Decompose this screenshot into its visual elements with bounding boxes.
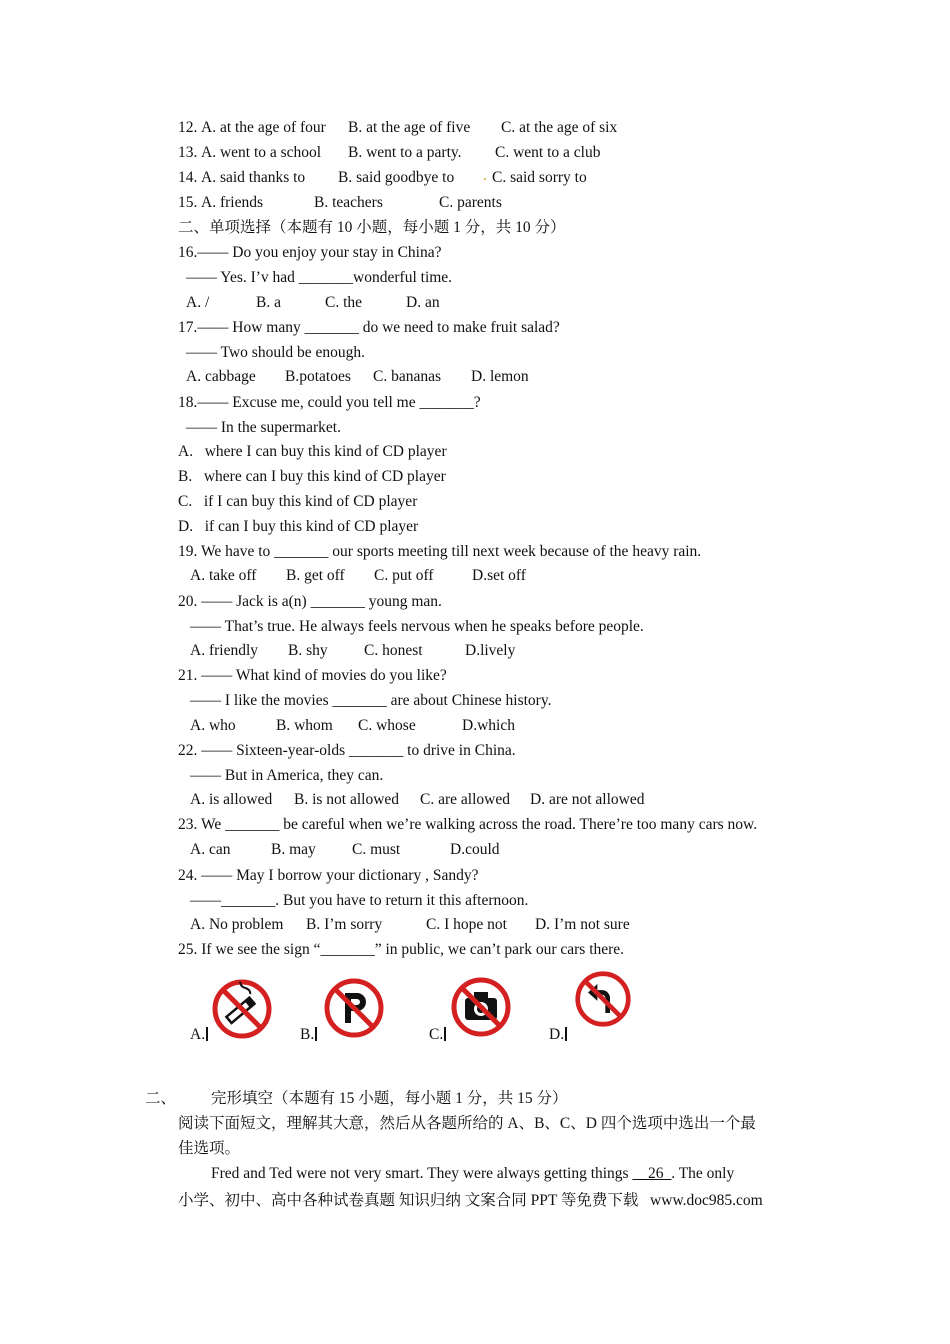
option-d: D.could [450,841,500,858]
question-reply: ——_______. But you have to return it this afternoon. [190,892,529,909]
question-stem: 16.—— Do you enjoy your stay in China? [178,244,442,261]
section-heading: 二、单项选择（本题有 10 小题，每小题 1 分，共 10 分） [178,219,566,236]
option-a: A. at the age of four [201,119,326,136]
option-d: D.set off [472,567,526,584]
option-b: B. teachers [314,194,383,211]
option-a-label: A. [190,1025,208,1045]
option-d: D. are not allowed [530,791,645,808]
question-number: 15. [178,194,198,211]
option-b: B. at the age of five [348,119,471,136]
option-b: B. a [256,294,281,311]
option-b: B. said goodbye to [338,169,455,186]
option-d: D.which [462,717,515,734]
option-d-label: D. [549,1025,567,1045]
section-number: 二、 [145,1090,177,1107]
option-b-label: B. [300,1025,317,1045]
question-stem: 19. We have to _______ our sports meeting till next week because of the heavy rain. [178,543,702,560]
question-number: 13. [178,144,198,161]
option-a: A. went to a school [201,144,322,161]
instruction-line-2: 佳选项。 [178,1140,241,1157]
question-stem: 18.—— Excuse me, could you tell me _______? [178,394,481,411]
option-a: A. friendly [190,642,259,659]
question-stem: 24. —— May I borrow your dictionary , Sandy? [178,867,479,884]
option-c: C. put off [374,567,434,584]
option-a: A. cabbage [186,368,256,385]
option-a: A. friends [201,194,263,211]
question-number: 14. [178,169,198,186]
option-c-label: C. [429,1025,446,1045]
option-b: B. went to a party. [348,144,462,161]
option-d: D. lemon [471,368,529,385]
option-c: C. must [352,841,401,858]
option-d: D.lively [465,642,516,659]
option-a: A. said thanks to [201,169,306,186]
option-b: B. where can I buy this kind of CD player [178,468,446,485]
question-number: 12. [178,119,198,136]
question-stem: 17.—— How many _______ do we need to make fruit salad? [178,319,560,336]
option-b: B. shy [288,642,328,659]
option-c: C. whose [358,717,416,734]
no-left-turn-sign-icon [574,970,632,1028]
option-c: C. honest [364,642,423,659]
question-reply: —— But in America, they can. [190,767,384,784]
option-d: D. if can I buy this kind of CD player [178,518,419,535]
option-c: C. if I can buy this kind of CD player [178,493,418,510]
question-stem: 20. —— Jack is a(n) _______ young man. [178,593,442,610]
section-heading: 完形填空（本题有 15 小题，每小题 1 分，共 15 分） [211,1090,568,1107]
option-a: A. take off [190,567,257,584]
question-reply: —— Two should be enough. [186,344,366,361]
option-a: A. where I can buy this kind of CD player [178,443,447,460]
option-b: B. I’m sorry [306,916,383,933]
option-c: C. at the age of six [501,119,618,136]
question-stem: 23. We _______ be careful when we’re walking across the road. There’re too many cars now. [178,816,758,833]
question-reply: —— Yes. I’v had _______wonderful time. [186,269,453,286]
question-reply: —— In the supermarket. [186,419,341,436]
no-smoking-sign-icon [211,978,273,1040]
option-c: C. the [325,294,363,311]
question-stem: 25. If we see the sign “_______” in public, we can’t park our cars there. [178,941,625,958]
option-c: C. are allowed [420,791,510,808]
no-photography-sign-icon [450,976,512,1038]
option-d: D. an [406,294,440,311]
option-b: B. may [271,841,316,858]
option-a: A. No problem [190,916,284,933]
no-parking-sign-icon [323,977,385,1039]
option-b: B. whom [276,717,333,734]
option-c: C. I hope not [426,916,507,933]
question-reply: —— That’s true. He always feels nervous when he speaks before people. [190,618,644,635]
blank-26: __26_ [632,1165,672,1182]
option-a: A. who [190,717,236,734]
question-reply: —— I like the movies _______ are about Chinese history. [190,692,552,709]
option-a: A. / [186,294,210,311]
question-stem: 21. —— What kind of movies do you like? [178,667,447,684]
option-c: C. bananas [373,368,442,385]
option-c: C. said sorry to [492,169,587,186]
option-b: B.potatoes [285,368,351,385]
option-a: A. is allowed [190,791,273,808]
option-d: D. I’m not sure [535,916,630,933]
instruction-line-1: 阅读下面短文，理解其大意，然后从各题所给的 A、B、C、D 四个选项中选出一个最 [178,1115,756,1132]
option-b: B. get off [286,567,345,584]
option-c: C. went to a club [495,144,601,161]
passage-line: Fred and Ted were not very smart. They were always getting things __26_. The only [211,1165,735,1182]
footer-text: 小学、初中、高中各种试卷真题 知识归纳 文案合同 PPT 等免费下载 www.doc985.com [178,1192,763,1209]
question-stem: 22. —— Sixteen-year-olds _______ to drive in China. [178,742,516,759]
stray-dot: . [483,167,487,184]
option-a: A. can [190,841,231,858]
option-b: B. is not allowed [294,791,400,808]
option-c: C. parents [439,194,502,211]
